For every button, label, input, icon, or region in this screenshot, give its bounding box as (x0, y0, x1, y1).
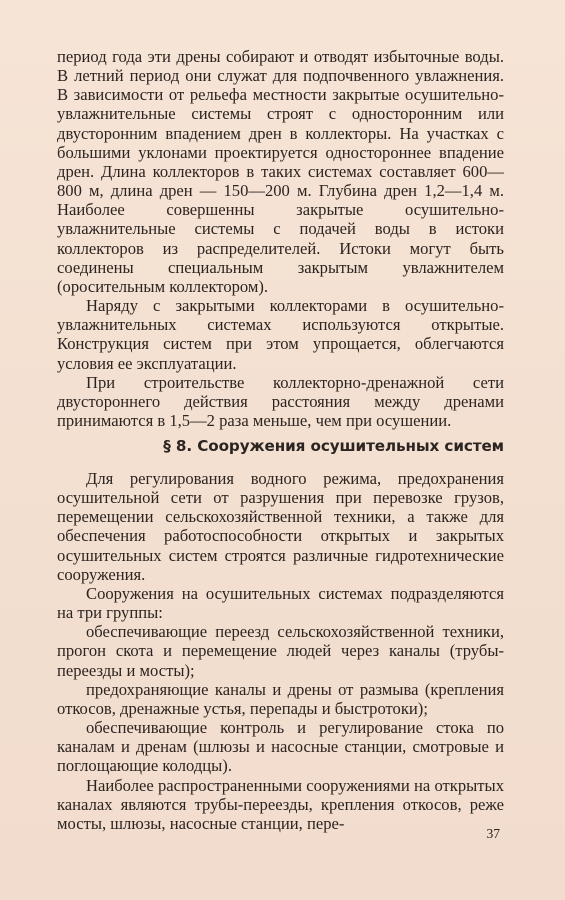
text-block-bottom (57, 469, 504, 833)
paragraph: При строительстве коллекторно-дренажной сети двустороннего действия расстояния между дренами принимаются в 1,5—2 раза меньше, чем при осушении. (57, 372, 504, 430)
section-heading: § 8. Сооружения осушительных систем (163, 437, 504, 455)
list-item: обеспечивающие контроль и регулирование стока по каналам и дренам (шлюзы и насосные станции, смотровые и поглощающие колодцы). (57, 718, 504, 776)
paragraph: Для регулирования водного режима, предохранения осушительной сети от разрушения при перевозке грузов, перемещении сельскохозяйственной техники, а также для обеспечения работоспособности открытых и закрытых осушительных систем строятся различные гидротехнические сооружения. (57, 469, 504, 584)
page-number: 37 (486, 826, 500, 841)
paragraph: Наряду с закрытыми коллекторами в осушительно-увлажнительных системах используются открытые. Конструкция систем при этом упрощается, облегчаются условия ее эксплуатации. (57, 296, 504, 373)
list-item: предохраняющие каналы и дрены от размыва (крепления откосов, дренажные устья, перепады и быстротоки); (57, 679, 504, 718)
paragraph: Наиболее распространенными сооружениями на открытых каналах являются трубы-переезды, крепления откосов, реже мосты, шлюзы, насосные станции, пере- (57, 775, 504, 833)
paragraph-continued: период года эти дрены собирают и отводят избыточные воды. В летний период они служат для подпочвенного увлажнения. В зависимости от рельефа местности закрытые осушительно-увлажнительные системы строят с односторонним или двусторонним впадением дрен в коллекторы. На участках с большими уклонами проектируется одностороннее впадение дрен. Длина коллекторов в таких системах составляет 600—800 м, длина дрен — 150—200 м. Глубина дрен 1,2—1,4 м. Наиболее совершенны закрытые осушительно-увлажнительные системы с подачей воды в истоки коллекторов из распределителей. Истоки могут быть соединены специальным закрытым увлажнителем (оросительным коллектором). (57, 47, 504, 296)
list-item: обеспечивающие переезд сельскохозяйственной техники, прогон скота и перемещение людей через каналы (трубы-переезды и мосты); (57, 622, 504, 680)
paragraph: Сооружения на осушительных системах подразделяются на три группы: (57, 583, 504, 623)
text-block-top (57, 47, 504, 430)
